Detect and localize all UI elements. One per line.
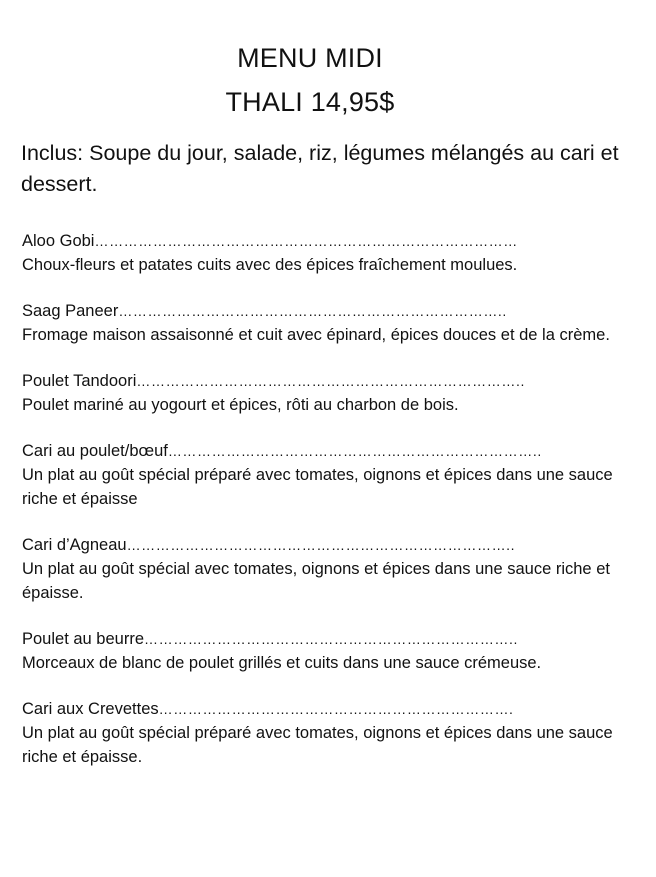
item-name-row	[22, 697, 634, 721]
item-name-row	[22, 229, 634, 253]
menu-title: MENU MIDI	[237, 43, 383, 73]
item-name: Aloo Gobi	[22, 232, 95, 250]
dot-leader: …………………………………………………………………..	[144, 631, 518, 647]
item-description: Morceaux de blanc de poulet grillés et cuits dans une sauce crémeuse.	[22, 654, 542, 672]
item-name: Poulet au beurre	[22, 630, 145, 648]
item-description: Choux-fleurs et patates cuits avec des épices fraîchement moulues.	[22, 256, 518, 274]
item-description: Un plat au goût spécial préparé avec tomates, oignons et épices dans une sauce riche et épaisse	[22, 466, 613, 508]
item-description: Un plat au goût spécial préparé avec tomates, oignons et épices dans une sauce riche et épaisse.	[22, 724, 613, 766]
dot-leader: ……………………………………………………………………..	[136, 373, 525, 389]
item-name-row	[22, 439, 634, 463]
item-description: Poulet mariné au yogourt et épices, rôti au charbon de bois.	[22, 396, 459, 414]
included-text: Inclus: Soupe du jour, salade, riz, légumes mélangés au cari et dessert.	[21, 141, 619, 196]
dot-leader: ……………………………………………………………………………	[94, 233, 518, 249]
item-name: Poulet Tandoori	[22, 372, 137, 390]
item-name-row	[22, 533, 634, 557]
dot-leader: ……………………………………………………………………..	[126, 537, 516, 553]
list-item	[22, 369, 634, 417]
menu-items-list	[22, 229, 634, 791]
thali-price-title: THALI 14,95$	[225, 87, 395, 117]
item-description: Fromage maison assaisonné et cuit avec épinard, épices douces et de la crème.	[22, 326, 610, 344]
item-name-row	[22, 299, 634, 323]
list-item	[22, 533, 634, 605]
list-item	[22, 627, 634, 675]
list-item	[22, 299, 634, 347]
dot-leader: …………………………………………………………………..	[167, 443, 542, 459]
dot-leader: ……………………………………………………………………..	[118, 303, 507, 319]
item-name-row	[22, 369, 634, 393]
item-name: Saag Paneer	[22, 302, 119, 320]
list-item	[22, 229, 634, 277]
item-name: Cari au poulet/bœuf	[22, 442, 168, 460]
dot-leader: ……………………………………………………………….	[158, 701, 514, 717]
list-item	[22, 439, 634, 511]
item-description: Un plat au goût spécial avec tomates, oignons et épices dans une sauce riche et épaisse.	[22, 560, 610, 602]
item-name: Cari aux Crevettes	[22, 700, 159, 718]
item-name-row	[22, 627, 634, 651]
list-item	[22, 697, 634, 769]
item-name: Cari d’Agneau	[22, 536, 127, 554]
